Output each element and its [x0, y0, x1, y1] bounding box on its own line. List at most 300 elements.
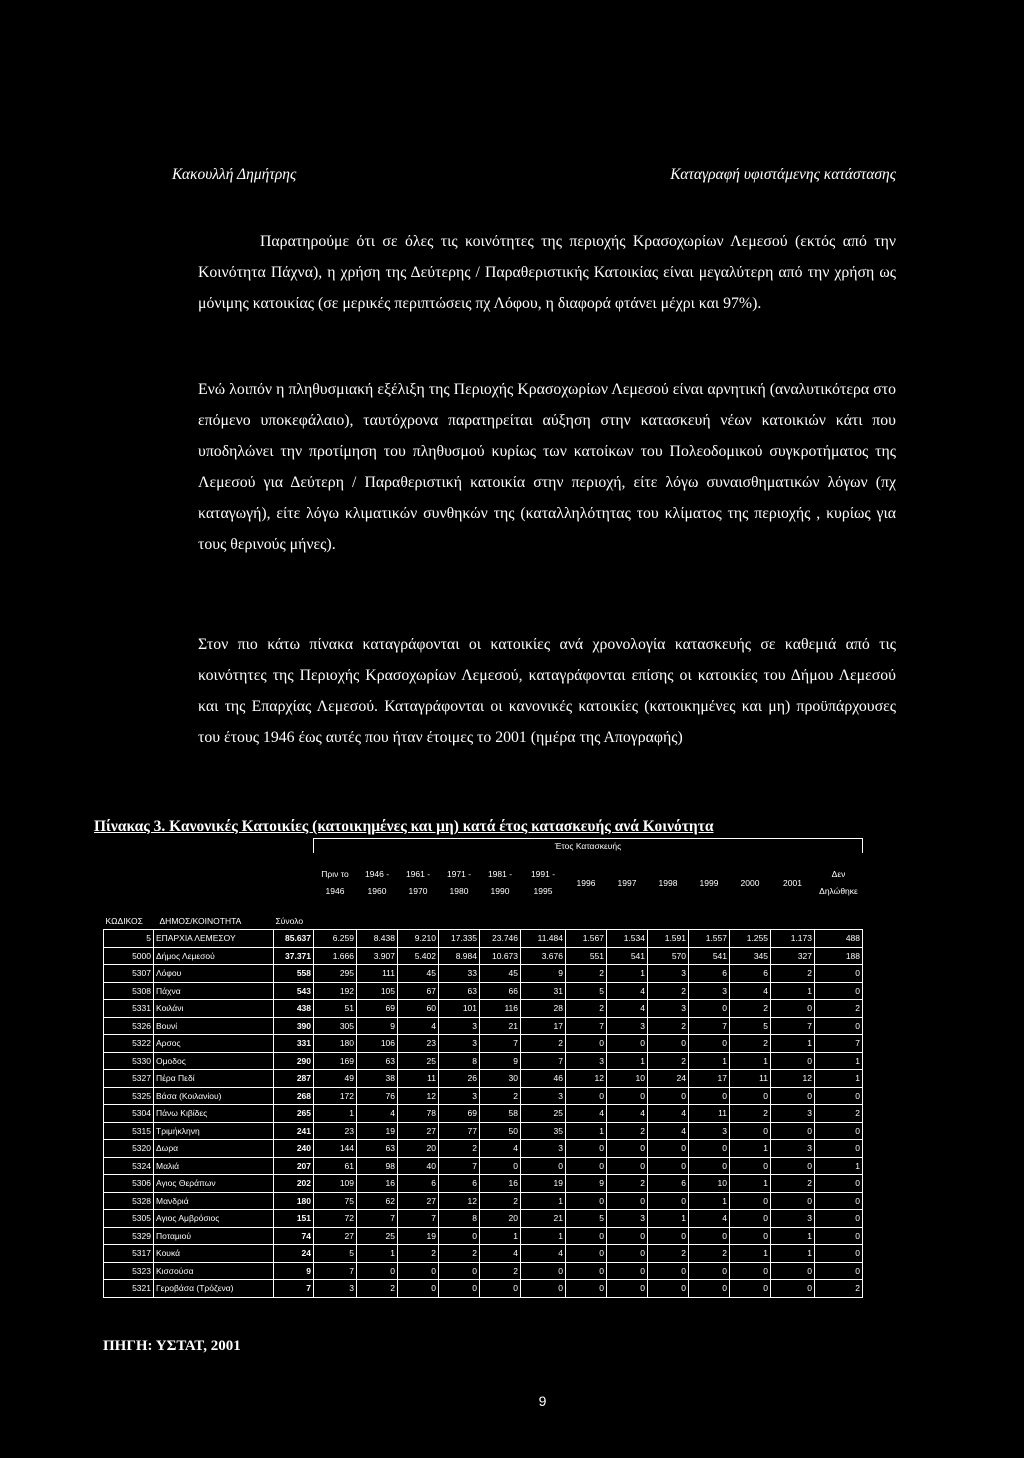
- year-col-header-line: 1991 -: [530, 869, 556, 879]
- row-value: 0: [730, 1210, 771, 1228]
- row-value: 8: [439, 1052, 480, 1070]
- row-code: 5324: [104, 1157, 154, 1175]
- row-code: 5322: [104, 1035, 154, 1053]
- col-header-code: ΚΩΔΙΚΟΣ: [105, 916, 143, 926]
- row-value: 9: [357, 1017, 398, 1035]
- row-value: 45: [480, 965, 521, 983]
- row-value: 0: [566, 1227, 607, 1245]
- table-caption: Πίνακας 3. Κανονικές Κατοικίες (κατοικημένες και μη) κατά έτος κατασκευής ανά Κοινότητα: [94, 818, 714, 835]
- row-code: 5315: [104, 1122, 154, 1140]
- row-code: 5305: [104, 1210, 154, 1228]
- row-value: 1.557: [689, 930, 730, 948]
- row-value: 9: [480, 1052, 521, 1070]
- row-value: 0: [689, 1280, 730, 1298]
- row-value: 0: [607, 1192, 648, 1210]
- row-name: Κουκά: [154, 1245, 274, 1263]
- table-source: ΠΗΓΗ: ΥΣΤΑΤ, 2001: [103, 1338, 241, 1354]
- row-total: 438: [274, 1000, 314, 1018]
- row-value: 0: [815, 1017, 863, 1035]
- row-value: 0: [689, 1262, 730, 1280]
- page-number: 9: [538, 1393, 547, 1409]
- running-header-section: Καταγραφή υφιστάμενης κατάστασης: [670, 166, 896, 183]
- row-value: 98: [357, 1157, 398, 1175]
- row-value: 0: [771, 1122, 815, 1140]
- row-value: 1.255: [730, 930, 771, 948]
- row-value: 0: [521, 1262, 566, 1280]
- row-value: 33: [439, 965, 480, 983]
- row-value: 101: [439, 1000, 480, 1018]
- row-value: 0: [689, 1087, 730, 1105]
- row-value: 0: [689, 1035, 730, 1053]
- row-value: 0: [566, 1140, 607, 1158]
- row-value: 2: [398, 1245, 439, 1263]
- row-value: 3: [648, 1000, 689, 1018]
- row-value: 0: [648, 1227, 689, 1245]
- row-value: 7: [480, 1035, 521, 1053]
- table-row: [104, 1052, 863, 1070]
- row-value: 9: [521, 965, 566, 983]
- row-value: 1: [730, 1140, 771, 1158]
- row-value: 0: [566, 1280, 607, 1298]
- row-code: 5330: [104, 1052, 154, 1070]
- row-total: 331: [274, 1035, 314, 1053]
- table-row: [104, 1087, 863, 1105]
- row-value: 19: [398, 1227, 439, 1245]
- row-value: 1: [689, 1052, 730, 1070]
- year-col-header-line: 1981 -: [487, 869, 513, 879]
- row-code: 5326: [104, 1017, 154, 1035]
- row-value: 2: [730, 1035, 771, 1053]
- row-value: 1: [607, 965, 648, 983]
- row-value: 10: [607, 1070, 648, 1088]
- year-col-header-line: 1998: [658, 877, 678, 888]
- row-value: 0: [730, 1192, 771, 1210]
- row-value: 8.984: [439, 947, 480, 965]
- row-total: 240: [274, 1140, 314, 1158]
- row-value: 105: [357, 982, 398, 1000]
- row-value: 0: [815, 1245, 863, 1263]
- row-value: 0: [815, 1210, 863, 1228]
- row-total: 85.637: [274, 930, 314, 948]
- row-value: 2: [771, 1175, 815, 1193]
- row-value: 0: [439, 1227, 480, 1245]
- year-col-header-line: 1996: [576, 877, 596, 888]
- row-value: 2: [607, 1122, 648, 1140]
- row-value: 551: [566, 947, 607, 965]
- table-row: [104, 1175, 863, 1193]
- row-value: 2: [439, 1245, 480, 1263]
- row-value: 5: [314, 1245, 357, 1263]
- row-value: 0: [648, 1157, 689, 1175]
- row-value: 40: [398, 1157, 439, 1175]
- row-value: 75: [314, 1192, 357, 1210]
- row-value: 6: [648, 1175, 689, 1193]
- row-value: 62: [357, 1192, 398, 1210]
- row-code: 5: [104, 930, 154, 948]
- row-total: 207: [274, 1157, 314, 1175]
- row-value: 3: [566, 1052, 607, 1070]
- row-value: 19: [521, 1175, 566, 1193]
- row-value: 27: [398, 1122, 439, 1140]
- row-value: 2: [607, 1175, 648, 1193]
- row-value: 16: [480, 1175, 521, 1193]
- row-name: Αρσος: [154, 1035, 274, 1053]
- row-value: 16: [357, 1175, 398, 1193]
- row-total: 558: [274, 965, 314, 983]
- year-col-header: [730, 853, 771, 913]
- row-value: 2: [648, 982, 689, 1000]
- row-value: 7: [771, 1017, 815, 1035]
- row-value: 2: [566, 965, 607, 983]
- row-value: 7: [398, 1210, 439, 1228]
- year-col-header-line: 1970: [408, 886, 428, 896]
- row-value: 26: [439, 1070, 480, 1088]
- year-col-header: [480, 853, 521, 913]
- year-col-header: [566, 853, 607, 913]
- row-name: ΕΠΑΡΧΙΑ ΛΕΜΕΣΟΥ: [154, 930, 274, 948]
- row-value: 6: [730, 965, 771, 983]
- row-value: 188: [815, 947, 863, 965]
- row-value: 67: [398, 982, 439, 1000]
- year-col-header: [439, 853, 480, 913]
- row-name: Δήμος Λεμεσού: [154, 947, 274, 965]
- row-value: 3: [607, 1017, 648, 1035]
- row-value: 0: [815, 982, 863, 1000]
- row-value: 1: [815, 1070, 863, 1088]
- row-value: 0: [480, 1157, 521, 1175]
- year-col-header: [521, 853, 566, 913]
- row-code: 5307: [104, 965, 154, 983]
- row-value: 1: [730, 1245, 771, 1263]
- row-value: 8.438: [357, 930, 398, 948]
- row-value: 2: [566, 1000, 607, 1018]
- row-value: 1: [730, 1052, 771, 1070]
- row-value: 63: [439, 982, 480, 1000]
- row-value: 31: [521, 982, 566, 1000]
- row-value: 2: [815, 1280, 863, 1298]
- row-code: 5320: [104, 1140, 154, 1158]
- year-col-header-line: 1999: [699, 877, 719, 888]
- row-value: 0: [648, 1280, 689, 1298]
- year-col-header: [357, 853, 398, 913]
- row-value: 0: [815, 1227, 863, 1245]
- row-value: 1.173: [771, 930, 815, 948]
- row-value: 46: [521, 1070, 566, 1088]
- row-value: 0: [648, 1262, 689, 1280]
- row-total: 180: [274, 1192, 314, 1210]
- row-value: 1: [730, 1175, 771, 1193]
- row-value: 0: [689, 1157, 730, 1175]
- row-value: 192: [314, 982, 357, 1000]
- row-value: 3: [607, 1210, 648, 1228]
- row-value: 0: [648, 1140, 689, 1158]
- row-value: 20: [398, 1140, 439, 1158]
- row-value: 0: [607, 1035, 648, 1053]
- row-code: 5328: [104, 1192, 154, 1210]
- row-value: 1: [771, 982, 815, 1000]
- row-value: 24: [648, 1070, 689, 1088]
- row-value: 0: [521, 1157, 566, 1175]
- row-value: 7: [439, 1157, 480, 1175]
- row-value: 0: [815, 1140, 863, 1158]
- row-value: 66: [480, 982, 521, 1000]
- row-value: 4: [398, 1017, 439, 1035]
- row-value: 0: [771, 1087, 815, 1105]
- row-name: Πέρα Πεδί: [154, 1070, 274, 1088]
- row-value: 488: [815, 930, 863, 948]
- row-value: 3.907: [357, 947, 398, 965]
- row-value: 144: [314, 1140, 357, 1158]
- table-row: [104, 982, 863, 1000]
- row-value: 27: [314, 1227, 357, 1245]
- year-col-header: [314, 853, 357, 913]
- row-name: Αγιος Αμβρόσιος: [154, 1210, 274, 1228]
- row-total: 37.371: [274, 947, 314, 965]
- row-value: 1: [480, 1227, 521, 1245]
- year-header-row: [104, 853, 863, 913]
- row-total: 7: [274, 1280, 314, 1298]
- paragraph-2: Ενώ λοιπόν η πληθυσμιακή εξέλιξη της Περιοχής Κρασοχωρίων Λεμεσού είναι αρνητική (αναλυτικότερα στο επόμενο υποκεφάλαιο), ταυτόχρονα παρατηρείται αύξηση στην κατασκευή νέων κατοικιών κάτι που υποδηλώνει την προτίμηση του πληθυσμού κυρίως των κατοίκων του Πολεοδομικού συγκροτήματος της Λεμεσού για Δεύτερη / Παραθεριστική κατοικία στην περιοχή, είτε λόγω συναισθηματικών λόγων (πχ καταγωγή), είτε λόγω κλιματικών συνθηκών της (καταλληλότητας του κλίματος της περιοχής , κυρίως για τους θερινούς μήνες).: [198, 381, 896, 553]
- row-value: 4: [689, 1210, 730, 1228]
- row-value: 2: [815, 1000, 863, 1018]
- row-value: 10: [689, 1175, 730, 1193]
- row-value: 0: [607, 1140, 648, 1158]
- table-row: [104, 965, 863, 983]
- row-value: 109: [314, 1175, 357, 1193]
- row-total: 287: [274, 1070, 314, 1088]
- row-value: 0: [815, 1192, 863, 1210]
- row-value: 78: [398, 1105, 439, 1123]
- row-value: 0: [398, 1280, 439, 1298]
- row-value: 3: [521, 1140, 566, 1158]
- row-value: 0: [689, 1227, 730, 1245]
- year-col-header-line: Δεν: [831, 869, 846, 879]
- row-value: 0: [607, 1245, 648, 1263]
- row-value: 4: [480, 1140, 521, 1158]
- row-value: 3: [771, 1210, 815, 1228]
- row-value: 2: [480, 1192, 521, 1210]
- row-value: 7: [815, 1035, 863, 1053]
- row-code: 5317: [104, 1245, 154, 1263]
- row-value: 11: [398, 1070, 439, 1088]
- row-value: 0: [730, 1227, 771, 1245]
- row-value: 23.746: [480, 930, 521, 948]
- row-value: 4: [607, 982, 648, 1000]
- row-value: 17: [689, 1070, 730, 1088]
- row-name: Κοιλάνι: [154, 1000, 274, 1018]
- row-name: Τριμήκληνη: [154, 1122, 274, 1140]
- row-value: 0: [648, 1035, 689, 1053]
- year-col-header-line: 1946 -: [364, 869, 390, 879]
- row-value: 0: [607, 1262, 648, 1280]
- row-value: 1.567: [566, 930, 607, 948]
- row-value: 10.673: [480, 947, 521, 965]
- row-total: 390: [274, 1017, 314, 1035]
- row-name: Πάχνα: [154, 982, 274, 1000]
- row-value: 4: [566, 1105, 607, 1123]
- row-value: 3: [771, 1105, 815, 1123]
- row-value: 3: [771, 1140, 815, 1158]
- row-value: 3: [689, 1122, 730, 1140]
- row-name: Κισσούσα: [154, 1262, 274, 1280]
- row-value: 2: [480, 1262, 521, 1280]
- table-row: [104, 1280, 863, 1298]
- table-row: [104, 1017, 863, 1035]
- row-value: 69: [357, 1000, 398, 1018]
- table-row: [104, 1122, 863, 1140]
- row-value: 20: [480, 1210, 521, 1228]
- row-value: 1: [314, 1105, 357, 1123]
- col-header-total: Σύνολο: [275, 916, 304, 926]
- row-value: 327: [771, 947, 815, 965]
- row-total: 543: [274, 982, 314, 1000]
- row-value: 0: [648, 1087, 689, 1105]
- row-code: 5321: [104, 1280, 154, 1298]
- row-value: 0: [689, 1140, 730, 1158]
- row-value: 19: [357, 1122, 398, 1140]
- row-value: 3: [314, 1280, 357, 1298]
- row-value: 12: [398, 1087, 439, 1105]
- table-row: [104, 1000, 863, 1018]
- row-value: 4: [607, 1105, 648, 1123]
- row-value: 0: [815, 1262, 863, 1280]
- row-value: 0: [730, 1157, 771, 1175]
- row-value: 0: [771, 1280, 815, 1298]
- row-name: Γεροβάσα (Τρόζενα): [154, 1280, 274, 1298]
- paragraph-1: Παρατηρούμε ότι σε όλες τις κοινότητες της περιοχής Κρασοχωρίων Λεμεσού (εκτός από την Κοινότητα Πάχνα), η χρήση της Δεύτερης / Παραθεριστικής Κατοικίας είναι μεγαλύτερη από την χρήση ως μόνιμης κατοικίας (σε μερικές περιπτώσεις πχ Λόφου, η διαφορά φτάνει μέχρι και 97%).: [198, 233, 896, 312]
- row-total: 290: [274, 1052, 314, 1070]
- row-value: 61: [314, 1157, 357, 1175]
- row-value: 2: [357, 1280, 398, 1298]
- row-value: 3: [439, 1035, 480, 1053]
- row-value: 295: [314, 965, 357, 983]
- row-value: 0: [398, 1262, 439, 1280]
- row-value: 0: [566, 1192, 607, 1210]
- year-col-header-line: 2000: [740, 877, 760, 888]
- row-value: 23: [398, 1035, 439, 1053]
- row-value: 11: [730, 1070, 771, 1088]
- row-value: 0: [771, 1262, 815, 1280]
- row-value: 172: [314, 1087, 357, 1105]
- row-value: 11.484: [521, 930, 566, 948]
- row-value: 50: [480, 1122, 521, 1140]
- row-value: 0: [607, 1087, 648, 1105]
- row-value: 2: [771, 965, 815, 983]
- row-value: 7: [689, 1017, 730, 1035]
- row-code: 5325: [104, 1087, 154, 1105]
- table-row: [104, 1245, 863, 1263]
- year-col-header: [648, 853, 689, 913]
- row-total: 241: [274, 1122, 314, 1140]
- row-value: 17.335: [439, 930, 480, 948]
- row-value: 345: [730, 947, 771, 965]
- row-code: 5304: [104, 1105, 154, 1123]
- row-total: 202: [274, 1175, 314, 1193]
- row-value: 1: [521, 1227, 566, 1245]
- row-total: 151: [274, 1210, 314, 1228]
- row-value: 1: [771, 1245, 815, 1263]
- year-col-header-line: Πριν το: [321, 869, 349, 879]
- row-name: Αγιος Θεράπων: [154, 1175, 274, 1193]
- row-value: 0: [439, 1280, 480, 1298]
- row-value: 111: [357, 965, 398, 983]
- row-value: 11: [689, 1105, 730, 1123]
- row-value: 541: [689, 947, 730, 965]
- row-value: 1.591: [648, 930, 689, 948]
- year-col-header: [771, 853, 815, 913]
- row-value: 21: [480, 1017, 521, 1035]
- row-value: 7: [521, 1052, 566, 1070]
- row-value: 69: [439, 1105, 480, 1123]
- row-value: 0: [521, 1280, 566, 1298]
- row-value: 116: [480, 1000, 521, 1018]
- row-value: 28: [521, 1000, 566, 1018]
- row-value: 2: [648, 1052, 689, 1070]
- housing-table: [103, 838, 863, 1298]
- row-value: 3: [689, 982, 730, 1000]
- row-value: 30: [480, 1070, 521, 1088]
- year-col-header-line: 1971 -: [446, 869, 472, 879]
- row-value: 1: [771, 1227, 815, 1245]
- row-value: 0: [815, 1122, 863, 1140]
- row-value: 45: [398, 965, 439, 983]
- row-value: 2: [689, 1245, 730, 1263]
- row-value: 49: [314, 1070, 357, 1088]
- year-col-header-line: 1960: [367, 886, 387, 896]
- row-value: 60: [398, 1000, 439, 1018]
- row-value: 0: [566, 1087, 607, 1105]
- row-value: 3: [439, 1017, 480, 1035]
- row-value: 4: [648, 1122, 689, 1140]
- row-code: 5323: [104, 1262, 154, 1280]
- table-body: [104, 930, 863, 1298]
- row-value: 25: [357, 1227, 398, 1245]
- row-value: 0: [566, 1035, 607, 1053]
- row-value: 106: [357, 1035, 398, 1053]
- running-header-author: Κακουλλή Δημήτρης: [172, 166, 297, 183]
- table-row: [104, 1262, 863, 1280]
- row-value: 72: [314, 1210, 357, 1228]
- row-value: 4: [357, 1105, 398, 1123]
- row-value: 12: [439, 1192, 480, 1210]
- row-value: 0: [648, 1192, 689, 1210]
- row-value: 6: [439, 1175, 480, 1193]
- row-value: 3: [439, 1087, 480, 1105]
- row-value: 0: [730, 1280, 771, 1298]
- row-value: 25: [398, 1052, 439, 1070]
- row-value: 1: [689, 1192, 730, 1210]
- row-name: Ομοδος: [154, 1052, 274, 1070]
- row-value: 17: [521, 1017, 566, 1035]
- row-value: 0: [771, 1052, 815, 1070]
- row-name: Βάσα (Κοιλανίου): [154, 1087, 274, 1105]
- row-value: 0: [815, 1087, 863, 1105]
- row-name: Μαλιά: [154, 1157, 274, 1175]
- row-value: 63: [357, 1052, 398, 1070]
- row-value: 6: [398, 1175, 439, 1193]
- row-value: 23: [314, 1122, 357, 1140]
- row-value: 1: [815, 1052, 863, 1070]
- row-value: 180: [314, 1035, 357, 1053]
- row-value: 1: [521, 1192, 566, 1210]
- row-value: 38: [357, 1070, 398, 1088]
- row-value: 12: [566, 1070, 607, 1088]
- row-code: 5308: [104, 982, 154, 1000]
- row-value: 5: [566, 982, 607, 1000]
- row-value: 0: [607, 1227, 648, 1245]
- row-value: 2: [730, 1105, 771, 1123]
- row-code: 5327: [104, 1070, 154, 1088]
